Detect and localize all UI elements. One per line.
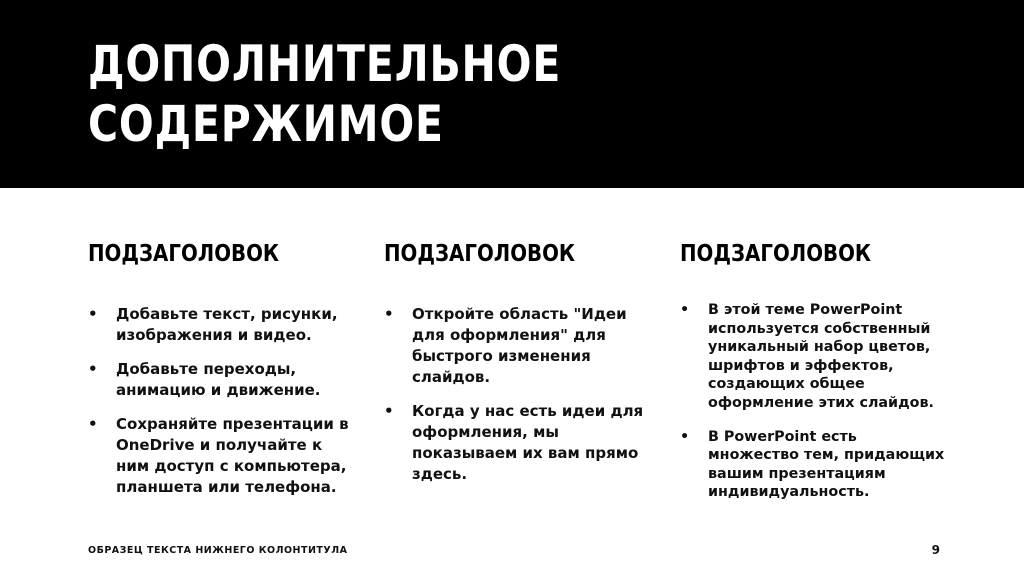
subheading-2[interactable]: ПОДЗАГОЛОВОК — [384, 241, 576, 267]
bullet-text: Добавьте текст, рисунки, изображения и видео. — [116, 305, 338, 344]
bullet-marker: • — [384, 402, 394, 420]
slide-title-line-1: ДОПОЛНИТЕЛЬНОЕ — [88, 35, 562, 93]
bullet-item — [88, 359, 356, 401]
slide-title[interactable] — [88, 34, 561, 154]
content-column-2 — [384, 240, 652, 498]
bullet-text: Сохраняйте презентации в OneDrive и получайте к ним доступ с компьютера, планшета или телефона. — [116, 415, 349, 496]
bullet-marker: • — [384, 305, 394, 323]
slide-title-line-2: СОДЕРЖИМОЕ — [88, 95, 444, 153]
bullet-text: Добавьте переходы, анимацию и движение. — [116, 360, 321, 399]
bullet-marker: • — [680, 428, 690, 445]
bullet-list-1[interactable] — [88, 304, 356, 498]
content-column-3 — [680, 240, 948, 517]
bullet-item — [88, 414, 356, 498]
bullet-text: Когда у нас есть идеи для оформления, мы показываем их вам прямо здесь. — [412, 402, 644, 483]
bullet-marker: • — [88, 305, 98, 323]
subheading-3[interactable]: ПОДЗАГОЛОВОК — [680, 241, 872, 267]
bullet-item — [680, 428, 948, 502]
footer-text[interactable]: ОБРАЗЕЦ ТЕКСТА НИЖНЕГО КОЛОНТИТУЛА — [88, 545, 348, 556]
bullet-marker: • — [680, 302, 690, 318]
bullet-item — [384, 401, 652, 485]
bullet-text: Откройте область "Идеи для оформления" для быстрого изменения слайдов. — [412, 305, 627, 386]
bullet-text: В этой теме PowerPoint используется собственный уникальный набор цветов, шрифтов и эффектов, создающих общее оформление этих слайдов. — [708, 302, 934, 411]
bullet-list-2[interactable] — [384, 304, 652, 485]
bullet-text: В PowerPoint есть множество тем, придающих вашим презентациям индивидуальность. — [708, 428, 945, 501]
bullet-list-3[interactable] — [680, 301, 948, 502]
page-number: 9 — [931, 543, 940, 557]
bullet-item — [384, 304, 652, 388]
bullet-marker: • — [88, 360, 98, 378]
title-band — [0, 0, 1024, 188]
bullet-item — [88, 304, 356, 346]
subheading-1[interactable]: ПОДЗАГОЛОВОК — [88, 241, 280, 267]
bullet-marker: • — [88, 415, 98, 433]
bullet-item — [680, 301, 948, 413]
content-column-1 — [88, 240, 356, 511]
